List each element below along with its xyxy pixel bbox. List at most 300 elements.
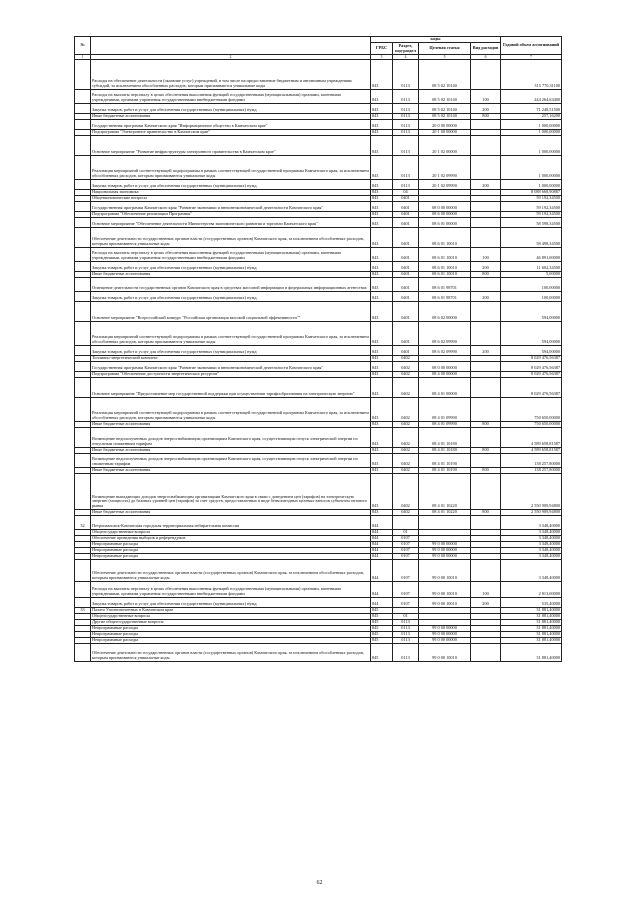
table-row: [75, 262, 562, 272]
cell-name: Основное мероприятие "Предоставление мер государственной поддержки при осуществлении тарифообразования на электрическую энергию": [91, 378, 371, 398]
cell-section: 01: [393, 530, 419, 536]
cell-section: 0107: [393, 536, 419, 542]
cell-section: 0401: [393, 302, 419, 322]
table-row: [75, 346, 562, 356]
cell-no: [75, 378, 91, 398]
cell-amount: 59 192,34500: [501, 212, 562, 218]
cell-name: Государственная программа Камчатского края "Развитие экономики и внешнеэкономической деятельности Камчатского края": [91, 202, 371, 212]
cell-amount: 31 881,40000: [501, 644, 562, 662]
cell-amount: 594,00000: [501, 346, 562, 356]
cell-amount: 59 192,34500: [501, 202, 562, 212]
cell-grbs: 843: [371, 156, 393, 180]
table-row: [75, 180, 562, 190]
cell-grbs: 843: [371, 272, 393, 278]
cell-no: [75, 454, 91, 468]
cell-no: [75, 180, 91, 190]
cell-name: Возмещение выпадающих доходов энергоснабжающим организациям Камчатского края в связи с доведением цен (тарифов) на электрическую энергию (мощность) до базовых уровней цен (тарифов) за счет средств, предоставленных в виде безвозмездных целевых взносов субъектом оптового рынка: [91, 474, 371, 510]
cell-no: [75, 598, 91, 608]
cell-section: 0402: [393, 356, 419, 362]
budget-table: [74, 36, 562, 662]
cell-section: 0107: [393, 582, 419, 598]
cell-no: [75, 90, 91, 104]
cell-section: 0113: [393, 180, 419, 190]
cell-section: 0107: [393, 542, 419, 548]
cell-expense-type: 800: [471, 468, 501, 474]
cell-section: 0402: [393, 474, 419, 510]
cell-target-article: 08 6 01 10010: [419, 262, 471, 272]
cell-section: 0402: [393, 398, 419, 422]
cell-amount: 315 770,31100: [501, 60, 562, 90]
cell-amount: 31 881,40000: [501, 620, 562, 626]
cell-grbs: 843: [371, 346, 393, 356]
cell-name: Расходы на обеспечение деятельности (оказание услуг) учреждений, в том числе на предоставление бюджетным и автономным учреждениям субсидий, за исключением обособленных расходов, которым присваиваются уникальные коды: [91, 60, 371, 90]
cell-section: 0113: [393, 644, 419, 662]
header-grbs: ГРБС: [371, 43, 393, 55]
cell-section: 0113: [393, 632, 419, 638]
cell-target-article: 08 4 01 10190: [419, 454, 471, 468]
cell-expense-type: [471, 60, 501, 90]
cell-section: 0113: [393, 130, 419, 136]
cell-name: Основное мероприятие "Развитие инфраструктуры электронного правительства в Камчатском крае": [91, 136, 371, 156]
cell-name: Реализация мероприятий соответствующей подпрограммы в рамках соответствующей государственной программы Камчатского края, за исключением обособленных расходов, которым присваиваются уникальные коды: [91, 322, 371, 346]
cell-amount: 138 257,80000: [501, 454, 562, 468]
cell-name: Расходы на выплаты персоналу в целях обеспечения выполнения функций государственными (муниципальными) органами, казенными учреждениями, органами управления государственными внебюджетными фондами: [91, 248, 371, 262]
cell-amount: 58 598,34500: [501, 218, 562, 228]
cell-expense-type: 100: [471, 90, 501, 104]
cell-amount: 2 813,00000: [501, 582, 562, 598]
cell-target-article: 20 1 00 00000: [419, 130, 471, 136]
table-row: [75, 398, 562, 422]
cell-name: Непрограммные расходы: [91, 626, 371, 632]
cell-no: [75, 278, 91, 292]
table-row: [75, 378, 562, 398]
header-rzd: Раздел, под-раздел: [393, 43, 419, 55]
cell-section: 0113: [393, 104, 419, 114]
cell-target-article: 08 5 02 10140: [419, 104, 471, 114]
cell-amount: 1 000,00000: [501, 180, 562, 190]
cell-target-article: 08 6 01 10010: [419, 228, 471, 248]
cell-expense-type: [471, 218, 501, 228]
cell-section: 0401: [393, 272, 419, 278]
cell-name: Основное мероприятие "Обеспечение деятельности Министерства экономического развития и торговли Камчатского края": [91, 218, 371, 228]
cell-amount: 750 650,00000: [501, 398, 562, 422]
cell-grbs: 843: [371, 362, 393, 372]
cell-grbs: 843: [371, 130, 393, 136]
cell-name: Палата Уполномоченных в Камчатском крае: [91, 608, 371, 614]
cell-name: Государственная программа Камчатского края "Информационное общество в Камчатском крае": [91, 120, 371, 130]
cell-grbs: 844: [371, 536, 393, 542]
cell-no: [75, 582, 91, 598]
cell-target-article: 08 0 00 00000: [419, 362, 471, 372]
cell-amount: 3 348,40000: [501, 548, 562, 554]
cell-section: 0402: [393, 428, 419, 448]
cell-section: [393, 516, 419, 530]
cell-amount: 5,00000: [501, 272, 562, 278]
cell-amount: 8 029 476,56387: [501, 372, 562, 378]
cell-amount: 1 000,00000: [501, 136, 562, 156]
cell-no: [75, 262, 91, 272]
cell-grbs: 843: [371, 104, 393, 114]
cell-no: [75, 120, 91, 130]
cell-amount: 2 550 909,94800: [501, 510, 562, 516]
cell-section: 0401: [393, 212, 419, 218]
page-number: 62: [316, 880, 323, 886]
column-number: 6: [471, 55, 501, 60]
cell-target-article: 08 6 01 00000: [419, 218, 471, 228]
cell-name: Иные бюджетные ассигнования: [91, 448, 371, 454]
cell-amount: 31 881,40000: [501, 632, 562, 638]
table-row: [75, 202, 562, 212]
cell-grbs: 845: [371, 608, 393, 614]
cell-grbs: 843: [371, 136, 393, 156]
cell-section: 0401: [393, 346, 419, 356]
cell-amount: 594,00000: [501, 302, 562, 322]
cell-expense-type: 100: [471, 248, 501, 262]
cell-section: 0401: [393, 262, 419, 272]
cell-grbs: 844: [371, 554, 393, 560]
cell-amount: 3 348,40000: [501, 530, 562, 536]
cell-name: Обеспечение деятельности государственных органов власти (государственных органов) Камчатского края, за исключением обособленных расходов, которым присваиваются уникальные коды: [91, 228, 371, 248]
cell-expense-type: 100: [471, 582, 501, 598]
cell-section: 0402: [393, 510, 419, 516]
cell-expense-type: 800: [471, 510, 501, 516]
cell-name: Другие общегосударственные вопросы: [91, 620, 371, 626]
cell-amount: 535,40000: [501, 598, 562, 608]
cell-grbs: 843: [371, 302, 393, 322]
cell-no: 33: [75, 608, 91, 614]
cell-expense-type: [471, 228, 501, 248]
cell-grbs: 844: [371, 548, 393, 554]
cell-name: Иные бюджетные ассигнования: [91, 114, 371, 120]
cell-amount: 31 881,40000: [501, 638, 562, 644]
cell-target-article: 08 5 02 10140: [419, 114, 471, 120]
cell-expense-type: 800: [471, 422, 501, 428]
cell-expense-type: [471, 644, 501, 662]
table-row: [75, 644, 562, 662]
cell-target-article: [419, 516, 471, 530]
cell-amount: 3 348,40000: [501, 554, 562, 560]
cell-name: Закупка товаров, работ и услуг для обеспечения государственных (муниципальных) нужд: [91, 598, 371, 608]
cell-name: Иные бюджетные ассигнования: [91, 422, 371, 428]
cell-amount: 71 248,51500: [501, 104, 562, 114]
table-row: [75, 362, 562, 372]
cell-no: [75, 302, 91, 322]
cell-name: Общеэкономические вопросы: [91, 196, 371, 202]
table-row: [75, 218, 562, 228]
cell-grbs: 844: [371, 582, 393, 598]
cell-no: [75, 560, 91, 582]
cell-grbs: 843: [371, 356, 393, 362]
header-name: [91, 37, 371, 55]
cell-target-article: 99 0 00 00000: [419, 554, 471, 560]
cell-amount: 3 348,40000: [501, 542, 562, 548]
cell-name: Обеспечение деятельности государственных органов власти (государственных органов) Камчатского края, за исключением обособленных расходов, которым присваиваются уникальные коды: [91, 560, 371, 582]
cell-target-article: 99 0 00 00000: [419, 626, 471, 632]
cell-grbs: 843: [371, 454, 393, 468]
table-row: [75, 428, 562, 448]
cell-section: 0401: [393, 202, 419, 212]
cell-target-article: 99 0 00 10010: [419, 582, 471, 598]
cell-name: Непрограммные расходы: [91, 554, 371, 560]
cell-no: [75, 398, 91, 422]
cell-section: 0113: [393, 60, 419, 90]
cell-name: Непрограммные расходы: [91, 542, 371, 548]
cell-section: 0402: [393, 448, 419, 454]
cell-amount: 244 264,63400: [501, 90, 562, 104]
cell-name: Расходы на выплаты персоналу в целях обеспечения выполнения функций государственными (муниципальными) органами, казенными учреждениями, органами управления государственными внебюджетными фондами: [91, 582, 371, 598]
cell-section: 0107: [393, 598, 419, 608]
table-row: [75, 454, 562, 468]
cell-section: 0113: [393, 638, 419, 644]
header-codes: коды: [371, 37, 501, 43]
cell-no: [75, 202, 91, 212]
table-row: [75, 560, 562, 582]
cell-target-article: 99 0 00 00000: [419, 632, 471, 638]
cell-grbs: 843: [371, 292, 393, 302]
cell-grbs: 845: [371, 614, 393, 620]
cell-name: Закупка товаров, работ и услуг для обеспечения государственных (муниципальных) нужд: [91, 180, 371, 190]
cell-grbs: 843: [371, 180, 393, 190]
cell-amount: 3 348,40000: [501, 536, 562, 542]
cell-grbs: 843: [371, 262, 393, 272]
cell-amount: 750 650,00000: [501, 422, 562, 428]
cell-no: [75, 322, 91, 346]
cell-target-article: 08 4 01 10180: [419, 428, 471, 448]
cell-name: Общегосударственные вопросы: [91, 530, 371, 536]
cell-no: [75, 60, 91, 90]
table-header: [75, 37, 562, 60]
cell-name: Непрограммные расходы: [91, 638, 371, 644]
table-row: [75, 302, 562, 322]
cell-no: [75, 362, 91, 372]
cell-section: 01: [393, 614, 419, 620]
cell-target-article: 08 6 02 09990: [419, 346, 471, 356]
cell-target-article: 99 0 00 00000: [419, 638, 471, 644]
cell-section: 0401: [393, 292, 419, 302]
cell-grbs: 845: [371, 620, 393, 626]
cell-no: [75, 156, 91, 180]
cell-name: Петропавловск-Камчатская городская территориальная избирательная комиссия: [91, 516, 371, 530]
cell-amount: 8 029 476,56387: [501, 378, 562, 398]
cell-target-article: 99 0 00 00000: [419, 548, 471, 554]
cell-name: Иные бюджетные ассигнования: [91, 272, 371, 278]
cell-no: [75, 248, 91, 262]
cell-target-article: 08 6 01 98701: [419, 292, 471, 302]
cell-name: Реализация мероприятий соответствующей подпрограммы в рамках соответствующей государственной программы Камчатского края, за исключением обособленных расходов, которым присваиваются уникальные коды: [91, 156, 371, 180]
cell-grbs: 843: [371, 422, 393, 428]
cell-target-article: 08 4 01 00000: [419, 378, 471, 398]
cell-amount: 4 589 658,81587: [501, 448, 562, 454]
cell-grbs: 843: [371, 60, 393, 90]
cell-target-article: 08 4 01 10180: [419, 448, 471, 454]
cell-name: Закупка товаров, работ и услуг для обеспечения государственных (муниципальных) нужд: [91, 104, 371, 114]
cell-grbs: 845: [371, 632, 393, 638]
cell-section: 0401: [393, 196, 419, 202]
cell-expense-type: [471, 136, 501, 156]
cell-target-article: 08 5 02 10140: [419, 90, 471, 104]
cell-target-article: 99 0 00 10010: [419, 598, 471, 608]
cell-grbs: 843: [371, 372, 393, 378]
table-row: [75, 516, 562, 530]
cell-expense-type: 200: [471, 180, 501, 190]
cell-name: Обеспечение деятельности государственных органов власти (государственных органов) Камчатского края, за исключением обособленных расходов, которым присваиваются уникальные коды: [91, 644, 371, 662]
cell-expense-type: [471, 454, 501, 468]
cell-amount: 3 348,40000: [501, 516, 562, 530]
cell-section: 0401: [393, 218, 419, 228]
table-row: [75, 228, 562, 248]
cell-grbs: 844: [371, 516, 393, 530]
cell-grbs: 845: [371, 626, 393, 632]
cell-expense-type: [471, 474, 501, 510]
cell-no: [75, 474, 91, 510]
cell-no: [75, 228, 91, 248]
cell-amount: 58 498,34500: [501, 228, 562, 248]
column-number: 7: [501, 55, 562, 60]
cell-name: Основное мероприятие "Всероссийский конкурс "Российская организация высокой социальной эффективности"": [91, 302, 371, 322]
cell-section: 0107: [393, 548, 419, 554]
cell-amount: 31 881,40000: [501, 614, 562, 620]
cell-amount: 100,00000: [501, 278, 562, 292]
cell-target-article: 08 6 01 10010: [419, 248, 471, 262]
column-number: 1: [75, 55, 91, 60]
table-row: [75, 474, 562, 510]
cell-name: Государственная программа Камчатского края "Развитие экономики и внешнеэкономической деятельности Камчатского края": [91, 362, 371, 372]
cell-section: 0402: [393, 372, 419, 378]
cell-no: [75, 644, 91, 662]
cell-name: Закупка товаров, работ и услуг для обеспечения государственных (муниципальных) нужд: [91, 262, 371, 272]
cell-no: [75, 292, 91, 302]
cell-target-article: 08 5 02 10140: [419, 60, 471, 90]
cell-expense-type: 800: [471, 272, 501, 278]
table-row: [75, 120, 562, 130]
cell-target-article: 08 6 02 00000: [419, 302, 471, 322]
cell-grbs: 843: [371, 448, 393, 454]
table-row: [75, 322, 562, 346]
cell-grbs: 843: [371, 196, 393, 202]
cell-section: 0113: [393, 90, 419, 104]
cell-no: [75, 104, 91, 114]
cell-expense-type: [471, 302, 501, 322]
cell-expense-type: 200: [471, 292, 501, 302]
table-row: [75, 292, 562, 302]
cell-section: 0113: [393, 626, 419, 632]
column-number: 2: [91, 55, 371, 60]
cell-expense-type: [471, 560, 501, 582]
cell-grbs: 843: [371, 202, 393, 212]
cell-grbs: 844: [371, 598, 393, 608]
cell-expense-type: [471, 202, 501, 212]
cell-grbs: 843: [371, 190, 393, 196]
cell-grbs: 843: [371, 428, 393, 448]
cell-name: Национальная экономика: [91, 190, 371, 196]
cell-section: 0402: [393, 362, 419, 372]
cell-amount: 1 000,00000: [501, 130, 562, 136]
cell-target-article: 99 0 00 00000: [419, 542, 471, 548]
cell-amount: 46 891,00000: [501, 248, 562, 262]
header-vr: Вид расходов: [471, 43, 501, 55]
column-number: 5: [419, 55, 471, 60]
cell-target-article: 08 4 01 09990: [419, 398, 471, 422]
cell-target-article: 08 6 01 98701: [419, 278, 471, 292]
cell-amount: 31 881,40000: [501, 626, 562, 632]
cell-section: 0107: [393, 554, 419, 560]
cell-expense-type: [471, 398, 501, 422]
table-row: [75, 60, 562, 90]
cell-target-article: 20 1 02 09990: [419, 180, 471, 190]
cell-name: Подпрограмма "Электронное правительство в Камчатском крае": [91, 130, 371, 136]
cell-target-article: 08 6 02 09990: [419, 322, 471, 346]
cell-amount: 138 257,80000: [501, 468, 562, 474]
cell-target-article: 20 1 02 09990: [419, 156, 471, 180]
cell-amount: 11 602,34500: [501, 262, 562, 272]
cell-expense-type: 800: [471, 114, 501, 120]
cell-amount: 594,00000: [501, 322, 562, 346]
table-row: [75, 248, 562, 262]
column-number: 3: [371, 55, 393, 60]
cell-target-article: 08 4 01 10220: [419, 474, 471, 510]
cell-expense-type: 200: [471, 346, 501, 356]
cell-grbs: 843: [371, 218, 393, 228]
cell-section: 0402: [393, 454, 419, 468]
cell-name: Иные бюджетные ассигнования: [91, 468, 371, 474]
cell-name: Подпрограмма "Обеспечение доступности энергетических ресурсов": [91, 372, 371, 378]
cell-name: Расходы на выплаты персоналу в целях обеспечения выполнения функций государственными (муниципальными) органами, казенными учреждениями, органами управления государственными внебюджетными фондами: [91, 90, 371, 104]
cell-no: [75, 136, 91, 156]
table-body: [75, 60, 562, 662]
cell-expense-type: 800: [471, 448, 501, 454]
cell-expense-type: [471, 322, 501, 346]
cell-expense-type: 200: [471, 262, 501, 272]
cell-amount: 3 348,40000: [501, 560, 562, 582]
cell-amount: 4 589 658,81587: [501, 428, 562, 448]
cell-target-article: 20 0 00 00000: [419, 120, 471, 130]
cell-section: 0113: [393, 620, 419, 626]
cell-name: Топливно-энергетический комплекс: [91, 356, 371, 362]
cell-amount: 8 088 668,90887: [501, 190, 562, 196]
cell-name: Освещение деятельности государственных органов Камчатского края в средствах массовой информации и федеральных информационных агентствах: [91, 278, 371, 292]
cell-amount: 59 192,34500: [501, 196, 562, 202]
cell-name: Реализация мероприятий соответствующей подпрограммы в рамках соответствующей государственной программы Камчатского края, за исключением обособленных расходов, которым присваиваются уникальные коды: [91, 398, 371, 422]
cell-grbs: 843: [371, 510, 393, 516]
cell-name: Возмещение недополученных доходов энергоснабжающим организациям Камчатского края, осуществляющим отпуск электрической энергии по сниженным тарифам: [91, 454, 371, 468]
cell-name: Обеспечение проведения выборов и референдумов: [91, 536, 371, 542]
cell-no: [75, 346, 91, 356]
cell-grbs: 843: [371, 212, 393, 218]
cell-section: 0401: [393, 248, 419, 262]
cell-section: 0107: [393, 560, 419, 582]
cell-grbs: 843: [371, 120, 393, 130]
table-row: [75, 90, 562, 104]
cell-expense-type: [471, 428, 501, 448]
table-row: [75, 582, 562, 598]
cell-amount: 31 881,40000: [501, 608, 562, 614]
cell-grbs: 843: [371, 474, 393, 510]
cell-name: Подпрограмма "Обеспечение реализации Программы": [91, 212, 371, 218]
cell-no: 32: [75, 516, 91, 530]
cell-section: 0113: [393, 120, 419, 130]
cell-name: Возмещение недополученных доходов энергоснабжающим организациям Камчатского края, осуществляющим отпуск электрической энергии по отпускным сниженным тарифам: [91, 428, 371, 448]
cell-name: Общегосударственные вопросы: [91, 614, 371, 620]
header-no: №: [75, 37, 91, 55]
cell-name: Иные бюджетные ассигнования: [91, 510, 371, 516]
cell-no: [75, 218, 91, 228]
cell-target-article: 99 0 00 10010: [419, 560, 471, 582]
cell-section: 04: [393, 190, 419, 196]
cell-grbs: 845: [371, 638, 393, 644]
cell-section: 0113: [393, 156, 419, 180]
cell-section: 0113: [393, 114, 419, 120]
cell-amount: 8 029 476,56387: [501, 362, 562, 372]
